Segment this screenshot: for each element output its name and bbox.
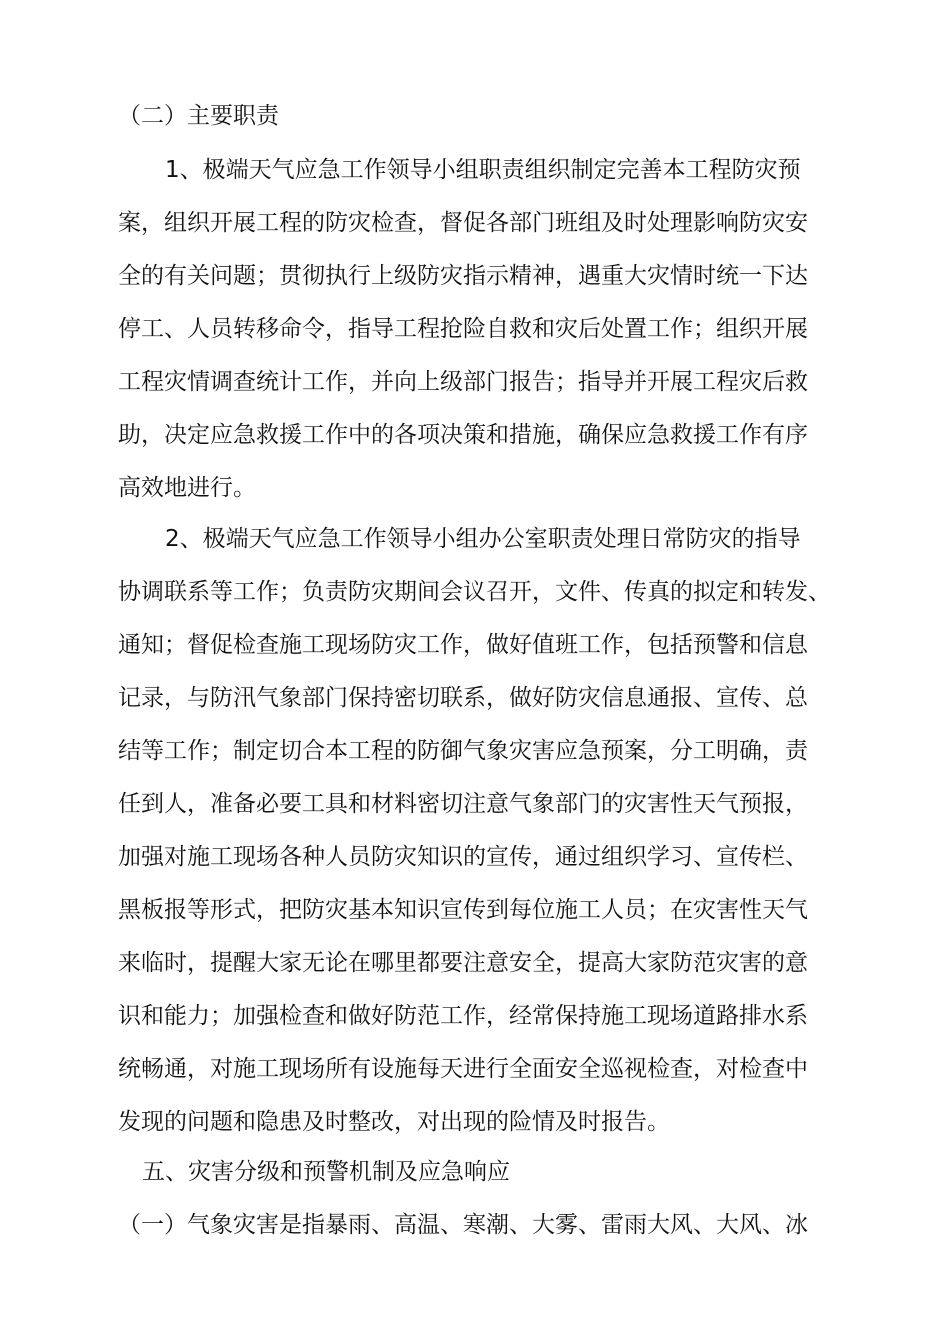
paragraph-line: 1、极端天气应急工作领导小组职责组织制定完善本工程防灾预	[165, 157, 801, 183]
subsection-line: （一）气象灾害是指暴雨、高温、寒潮、大雾、雷雨大风、大风、冰	[118, 1212, 808, 1238]
paragraph-line: 来临时，提醒大家无论在哪里都要注意安全，提高大家防范灾害的意	[118, 950, 808, 976]
paragraph-line: 记录，与防汛气象部门保持密切联系，做好防灾信息通报、宣传、总	[118, 685, 808, 711]
paragraph-line: 助，决定应急救援工作中的各项决策和措施，确保应急救援工作有序	[118, 422, 808, 448]
paragraph-line: 高效地进行。	[118, 475, 256, 501]
paragraph-line: 统畅通，对施工现场所有设施每天进行全面安全巡视检查，对检查中	[118, 1056, 808, 1082]
paragraph-line: 结等工作；制定切合本工程的防御气象灾害应急预案，分工明确，责	[118, 738, 808, 764]
chapter-heading: 五、灾害分级和预警机制及应急响应	[142, 1159, 510, 1185]
paragraph-line: 黑板报等形式，把防灾基本知识宣传到每位施工人员；在灾害性天气	[118, 897, 808, 923]
paragraph-line: 发现的问题和隐患及时整改，对出现的险情及时报告。	[118, 1109, 670, 1135]
paragraph-line: 通知；督促检查施工现场防灾工作，做好值班工作，包括预警和信息	[118, 632, 808, 658]
paragraph-line: 2、极端天气应急工作领导小组办公室职责处理日常防灾的指导	[165, 526, 801, 552]
paragraph-line: 停工、人员转移命令，指导工程抢险自救和灾后处置工作；组织开展	[118, 316, 808, 342]
paragraph-line: 加强对施工现场各种人员防灾知识的宣传，通过组织学习、宣传栏、	[118, 844, 808, 870]
paragraph-line: 工程灾情调查统计工作，并向上级部门报告；指导并开展工程灾后救	[118, 369, 808, 395]
paragraph-line: 识和能力；加强检查和做好防范工作，经常保持施工现场道路排水系	[118, 1003, 808, 1029]
paragraph-line: 案，组织开展工程的防灾检查，督促各部门班组及时处理影响防灾安	[118, 210, 808, 236]
paragraph-line: 任到人，准备必要工具和材料密切注意气象部门的灾害性天气预报，	[118, 791, 808, 817]
paragraph-line: 协调联系等工作；负责防灾期间会议召开，文件、传真的拟定和转发、	[118, 579, 831, 605]
section-heading: （二）主要职责	[118, 103, 279, 129]
paragraph-line: 全的有关问题；贯彻执行上级防灾指示精神，遇重大灾情时统一下达	[118, 263, 808, 289]
